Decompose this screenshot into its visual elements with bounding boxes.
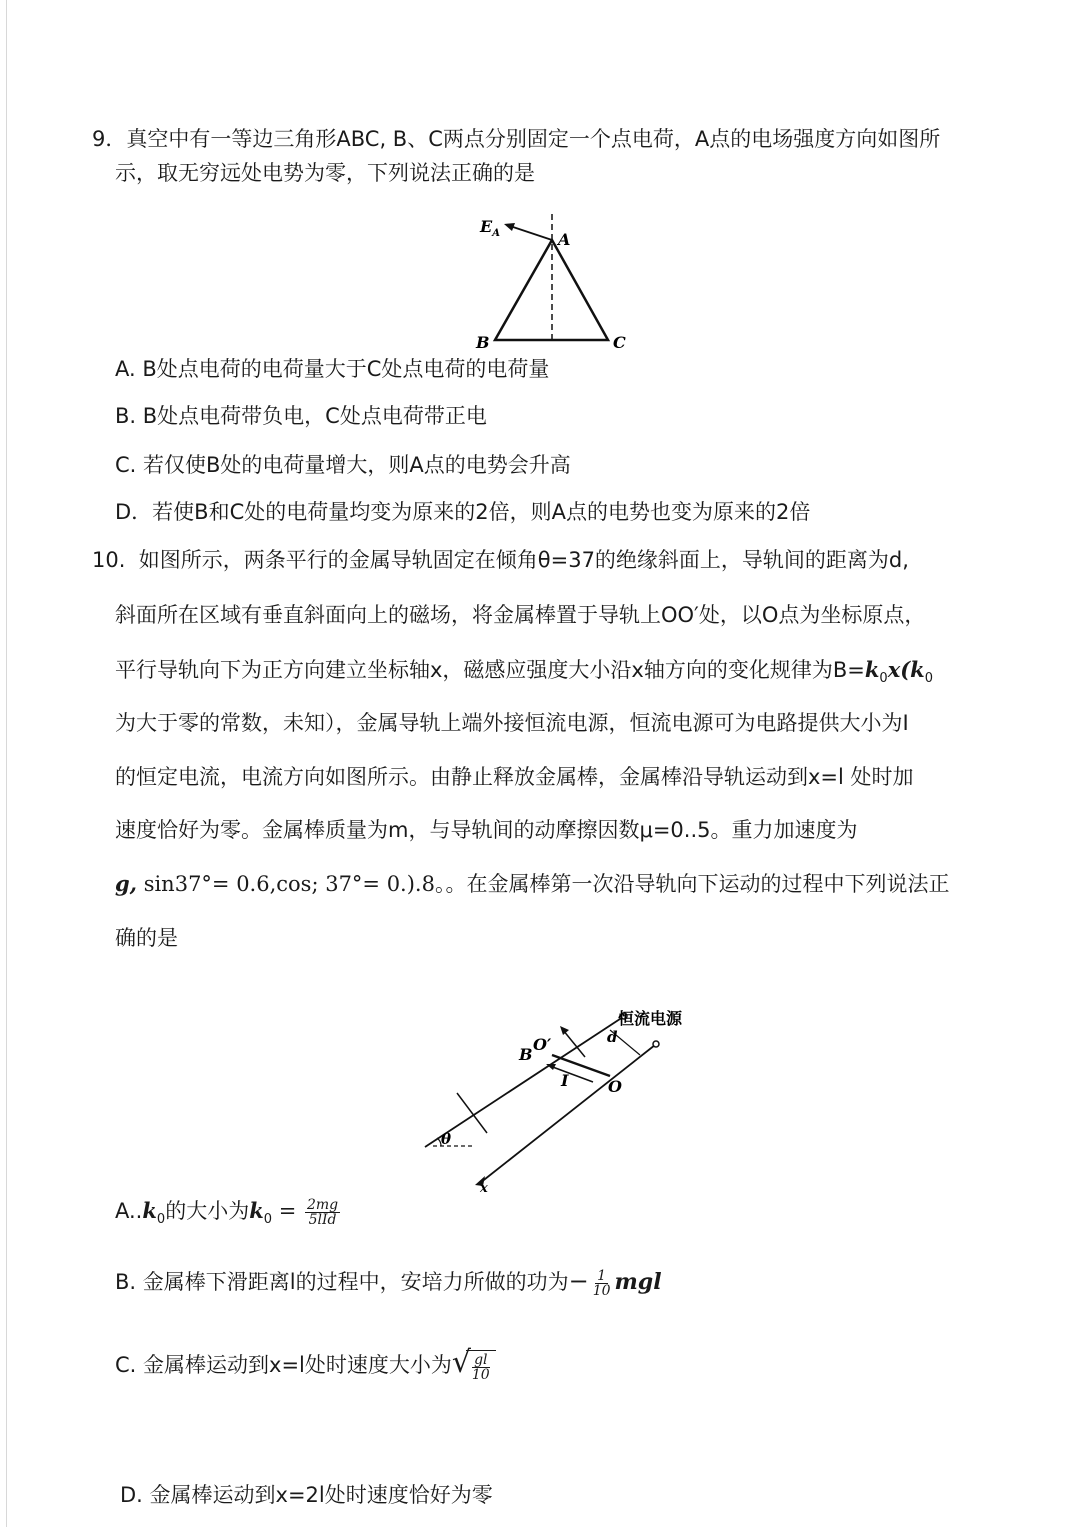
- q10-opt-a-eq: =: [272, 1199, 303, 1223]
- q10-k0-subscript-2: 0: [924, 671, 934, 687]
- q10-number: 10.: [92, 548, 126, 572]
- q10-field-arrow-left: [457, 1093, 487, 1133]
- q10-field-arrow-head: [560, 1026, 569, 1035]
- q10-option-d: D. 金属棒运动到x=2l处时速度恰好为零: [120, 1483, 493, 1507]
- q10-opt-b-fraction: [591, 1269, 613, 1298]
- q9-field-arrow-head: [504, 223, 515, 231]
- q10-opt-b-numerator: 1: [597, 1267, 607, 1284]
- q10-stem-line3: [115, 655, 933, 694]
- page-edge-line: [6, 0, 7, 1527]
- q10-g-symbol: g,: [115, 871, 137, 896]
- q10-opt-a-mid: 的大小为: [165, 1199, 250, 1223]
- q10-k0-subscript: 0: [879, 671, 888, 687]
- q10-opt-a-fraction: [305, 1198, 340, 1227]
- q10-option-a: [115, 1196, 342, 1235]
- q10-stem-line1: [92, 545, 909, 575]
- q9-label-c: C: [613, 333, 626, 352]
- q9-number: 9: [92, 127, 106, 151]
- q9-option-d: D．若使B和C处的电荷量均变为原来的2倍，则A点的电势也变为原来的2倍: [115, 500, 811, 524]
- q9-option-b: B. B处点电荷带负电，C处点电荷带正电: [115, 404, 487, 428]
- q10-opt-a-sub2: 0: [263, 1212, 273, 1228]
- q10-opt-c-sqrt: √ $\frac{gl}{10}$: [452, 1350, 496, 1382]
- q9-stem-text1: 真空中有一等边三角形ABC, B、C两点分别固定一个点电荷，A点的电场强度方向如图所: [126, 127, 941, 151]
- q10-opt-b-sign: −: [568, 1267, 589, 1295]
- q10-opt-b-text: B. 金属棒下滑距离l的过程中，安培力所做的功为: [115, 1270, 569, 1294]
- q10-stem-line5: 的恒定电流，电流方向如图所示。由静止释放金属棒，金属棒沿导轨运动到x=l 处时加: [115, 765, 914, 789]
- q10-label-o-prime: O′: [533, 1035, 552, 1054]
- q10-opt-c-denominator: 10: [471, 1366, 490, 1383]
- q9-label-ea: $E_A$: [480, 217, 500, 239]
- q10-opt-a-numerator: 2mg: [307, 1196, 339, 1213]
- q10-opt-a-prefix: A..: [115, 1199, 143, 1223]
- q10-option-c: [115, 1345, 496, 1383]
- q10-opt-c-numerator: gl: [474, 1351, 488, 1368]
- q10-rail-figure: [415, 1000, 715, 1195]
- q10-opt-b-mgl: mgl: [614, 1269, 662, 1295]
- q10-rail-lower: [480, 1045, 655, 1183]
- q10-label-b: B: [519, 1045, 533, 1064]
- q10-label-d: d: [607, 1028, 618, 1046]
- q10-terminal-lower: [653, 1041, 659, 1047]
- q10-opt-a-k2: k: [249, 1198, 264, 1223]
- q10-stem-line6: 速度恰好为零。金属棒质量为m，与导轨间的动摩擦因数μ=0..5。重力加速度为: [115, 818, 858, 842]
- q10-rail-upper: [425, 1017, 623, 1147]
- q10-opt-c-fraction: [470, 1353, 492, 1382]
- q10-stem-line7: [115, 869, 949, 899]
- q10-trig-values: sin37°= 0.6,cos; 37°= 0.).8。: [143, 872, 446, 896]
- q10-label-x: x: [480, 1181, 488, 1195]
- q10-stem-line8: 确的是: [115, 926, 178, 950]
- q10-stem-line2: 斜面所在区域有垂直斜面向上的磁场，将金属棒置于导轨上OO′处，以O点为坐标原点，: [115, 603, 926, 627]
- q10-label-i: I: [561, 1071, 569, 1090]
- q9-label-a: A: [558, 230, 571, 249]
- q9-field-arrow-line: [510, 226, 552, 240]
- q9-stem-line2: 示，取无穷远处电势为零，下列说法正确的是: [115, 161, 535, 185]
- q9-option-a: A. B处点电荷的电荷量大于C处点电荷的电荷量: [115, 357, 550, 381]
- q10-stem-text1: 如图所示，两条平行的金属导轨固定在倾角θ=37的绝缘斜面上，导轨间的距离为d,: [138, 548, 909, 572]
- q9-stem-line1: 9．真空中有一等边三角形ABC, B、C两点分别固定一个点电荷，A点的电场强度方向如图所: [92, 127, 941, 151]
- q9-triangle-figure: [470, 210, 640, 355]
- q10-option-b: [115, 1266, 662, 1298]
- q9-label-b: B: [476, 333, 490, 352]
- q10-stem-line4: 为大于零的常数，未知），金属导轨上端外接恒流电源，恒流电源可为电路提供大小为I: [115, 711, 909, 735]
- q10-opt-c-text: C. 金属棒运动到x=l处时速度大小为: [115, 1353, 452, 1377]
- q10-stem-text7: 。在金属棒第一次沿导轨向下运动的过程中下列说法正: [445, 872, 950, 896]
- q10-x-symbol: x(: [887, 657, 911, 682]
- q10-opt-a-sub: 0: [156, 1212, 166, 1228]
- q10-label-theta: θ: [441, 1130, 452, 1148]
- q10-opt-a-denominator: 5lId: [308, 1211, 337, 1228]
- q10-label-o: O: [608, 1077, 622, 1096]
- q10-k0-symbol-2: k: [910, 657, 925, 682]
- q10-opt-a-k: k: [142, 1198, 157, 1223]
- q10-k0-symbol: k: [864, 657, 880, 682]
- q9-option-c: C. 若仅使B处的电荷量增大，则A点的电势会升高: [115, 453, 571, 477]
- q10-stem-text3: 平行导轨向下为正方向建立坐标轴x，磁感应强度大小沿x轴方向的变化规律为B=: [115, 658, 865, 682]
- q10-opt-b-denominator: 10: [592, 1282, 611, 1299]
- q10-label-power: 恒流电源: [618, 1009, 683, 1028]
